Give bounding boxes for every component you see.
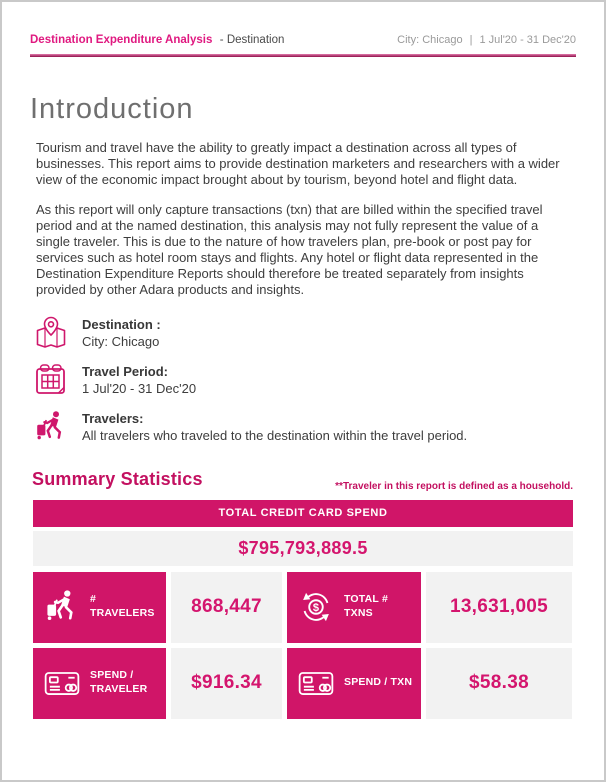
svg-text:$: $	[312, 602, 320, 615]
credit-card-icon	[43, 664, 81, 702]
summary-footnote: **Traveler in this report is defined as a household.	[335, 480, 573, 492]
stats-grid	[33, 572, 573, 719]
stat-value-travelers: 868,447	[171, 572, 282, 643]
fact-row-travelers	[33, 409, 576, 445]
report-title-group	[30, 30, 284, 48]
traveler-icon	[43, 588, 81, 626]
fact-value: All travelers who traveled to the destination within the travel period.	[82, 427, 468, 443]
meta-period: 1 Jul'20 - 31 Dec'20	[479, 34, 576, 46]
fact-value: City: Chicago	[82, 333, 160, 349]
table-header-band: TOTAL CREDIT CARD SPEND	[33, 500, 573, 527]
stat-label-cell-total-txns	[287, 572, 421, 643]
report-meta	[397, 34, 576, 46]
stat-label: # TRAVELERS	[90, 593, 155, 619]
stat-label: SPEND / TXN	[344, 676, 413, 689]
meta-separator: |	[469, 34, 473, 46]
stat-label: TOTAL # TXNS	[344, 593, 388, 619]
stat-label-cell-spend-traveler	[33, 648, 166, 719]
intro-heading: Introduction	[30, 92, 194, 125]
total-spend-value: $795,793,889.5	[33, 531, 573, 566]
summary-header-row	[32, 469, 573, 490]
fact-label: Travelers:	[82, 410, 144, 426]
stat-label-cell-spend-txn	[287, 648, 421, 719]
credit-card-icon	[297, 664, 335, 702]
intro-paragraph-1: Tourism and travel have the ability to greatly impact a destination across all types of businesses. This report aims to provide destination marketers and researchers with a wider view of the economic impact brought about by tourism, beyond hotel and flight data.	[36, 139, 560, 187]
calendar-icon	[33, 362, 69, 398]
stat-label-cell-travelers	[33, 572, 166, 643]
stat-label: SPEND / TRAVELER	[90, 669, 148, 695]
meta-city: City: Chicago	[397, 34, 463, 46]
summary-heading: Summary Statistics	[32, 468, 203, 489]
report-title: Destination Expenditure Analysis	[30, 34, 213, 46]
fact-label: Travel Period:	[82, 363, 168, 379]
stat-value-spend-txn: $58.38	[426, 648, 572, 719]
map-pin-icon	[33, 315, 69, 351]
intro-paragraph-2: As this report will only capture transactions (txn) that are billed within the specified travel period and at the named destination, this analysis may not fully represent the value of a single traveler. This is due to the nature of how travelers plan, pre-book or post pay for services such as hotel room stays and flights. Any hotel or flight data represented in the Destination Expenditure Reports should therefore be treated separately from insights provided by other Adara products and insights.	[36, 201, 543, 297]
report-header	[30, 30, 576, 48]
report-subtitle: - Destination	[219, 34, 285, 46]
fact-row-destination	[33, 315, 576, 351]
fact-value: 1 Jul'20 - 31 Dec'20	[82, 380, 197, 396]
fact-row-travel-period	[33, 362, 576, 398]
stats-table	[33, 500, 573, 719]
fact-list	[33, 315, 576, 445]
fact-label: Destination :	[82, 316, 161, 332]
stat-value-spend-traveler: $916.34	[171, 648, 282, 719]
header-divider	[30, 54, 576, 57]
traveler-icon	[33, 409, 69, 445]
transactions-icon	[297, 588, 335, 626]
stat-value-total-txns: 13,631,005	[426, 572, 572, 643]
